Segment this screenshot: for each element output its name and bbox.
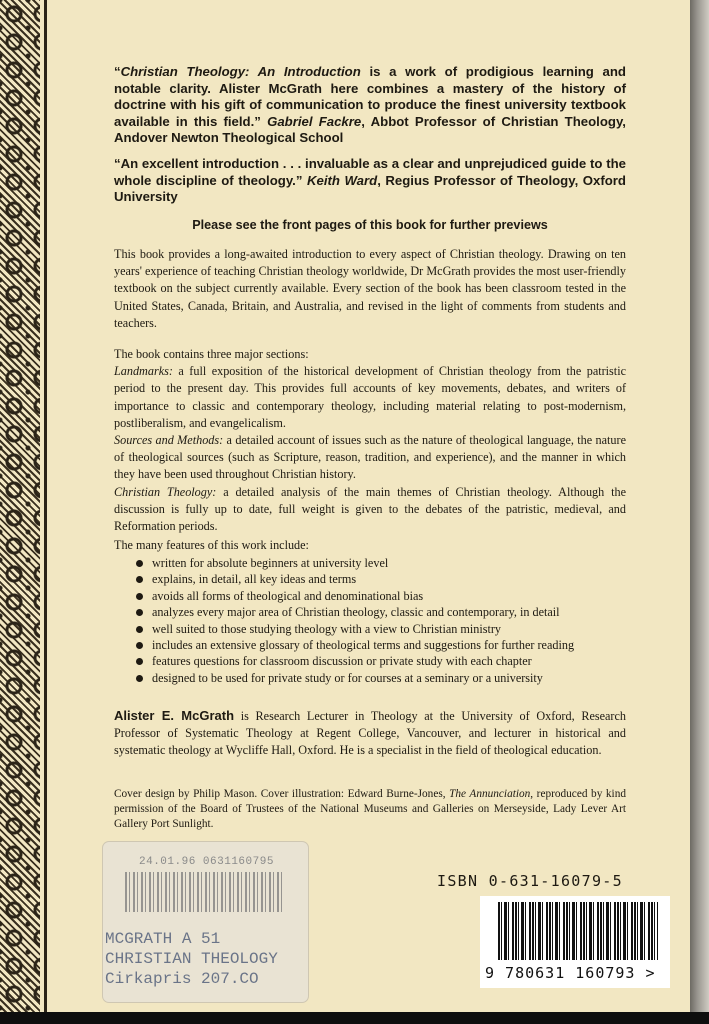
quote-book-title: Christian Theology: An Introduction — [120, 64, 361, 79]
credits-work: The Annunciation — [449, 788, 531, 800]
features-list — [136, 555, 626, 686]
section-sources-text: a detailed account of issues such as the nature of theological language, the nature of theological sources (such as Scripture, reason, tradition, and experience), and the manner in which they have been used throughout Christian history. — [114, 433, 626, 482]
isbn-label: ISBN 0-631-16079-5 — [437, 872, 623, 890]
intro-paragraph: This book provides a long-awaited introduction to every aspect of Christian theology. Drawing on ten years' experience of teaching Christian theology worldwide, Dr McGrath provides the most user-friendly textbook on the subject currently available. Every section of the book has been classroom tested in the United States, Canada, Britain, and Australia, and revised in the light of comments from students and teachers. — [114, 247, 626, 330]
isbn-barcode — [498, 902, 658, 960]
cover-edge — [690, 0, 709, 1024]
features-lead: The many features of this work include: — [114, 538, 309, 552]
sticker-price: Cirkapris 207.CO — [105, 970, 259, 988]
list-item: explains, in detail, all key ideas and terms — [136, 571, 626, 587]
barcode-number: 9 780631 160793 > — [485, 964, 656, 982]
list-item: includes an extensive glossary of theological terms and suggestions for further reading — [136, 637, 626, 653]
preview-note: Please see the front pages of this book for further previews — [192, 218, 548, 232]
sticker-title: CHRISTIAN THEOLOGY — [105, 950, 278, 968]
scan-shadow — [0, 1012, 709, 1024]
author-bio-text: is Research Lecturer in Theology at the University of Oxford, Research Professor of Systematic Theology at Regent College, Vancouver, and lecturer in historical and systematic theology at Wycliffe Hall, Oxford. He is a specialist in the field of theological education. — [114, 709, 626, 758]
credits-text-2: , reproduced by kind permission of the Board of Trustees of the National Museums and Galleries on Merseyside, Lady Lever Art Gallery Port Sunlight. — [114, 788, 626, 831]
ornamental-border — [0, 0, 40, 1012]
sections-lead: The book contains three major sections: — [114, 347, 309, 361]
list-item: designed to be used for private study or for courses at a seminary or a university — [136, 670, 626, 686]
list-item: features questions for classroom discussion or private study with each chapter — [136, 653, 626, 669]
author-name: Alister E. McGrath — [114, 708, 235, 723]
border-rule — [44, 0, 47, 1012]
quote-2-text: “An excellent introduction . . . invaluable as a clear and unprejudiced guide to the whole discipline of theology.” — [114, 156, 626, 188]
credits-text-1: Cover design by Philip Mason. Cover illustration: Edward Burne-Jones, — [114, 788, 450, 800]
section-theology-title: Christian Theology: — [114, 484, 217, 499]
cover-credits — [114, 787, 626, 833]
quote-2-author: Keith Ward — [306, 172, 378, 188]
sections-paragraph — [114, 346, 626, 535]
sticker-barcode — [125, 872, 285, 912]
author-bio — [114, 707, 626, 760]
review-quote-2 — [114, 156, 626, 206]
list-item: well suited to those studying theology with a view to Christian ministry — [136, 621, 626, 637]
list-item: analyzes every major area of Christian theology, classic and contemporary, in detail — [136, 604, 626, 620]
sticker-date: 24.01.96 0631160795 — [139, 856, 274, 868]
quote-2-role: , Regius Professor of Theology, Oxford University — [114, 172, 626, 205]
price-sticker — [103, 842, 308, 1002]
section-landmarks-text: a full exposition of the historical development of Christian theology from the patristic period to the present day. This provides full accounts of key movements, debates, and writers of importance to classic and contemporary theology, including material relating to post-modernism, postliberalism, and evangelicalism. — [114, 364, 626, 430]
sticker-author: MCGRATH A 51 — [105, 930, 221, 948]
section-landmarks-title: Landmarks: — [114, 364, 173, 379]
quote-1-author: Gabriel Fackre — [267, 113, 362, 129]
quote-1-role: , Abbot Professor of Christian Theology, Andover Newton Theological School — [114, 113, 626, 146]
list-item: avoids all forms of theological and denominational bias — [136, 588, 626, 604]
review-quote-1: “Christian Theology: An Introduction is a work of prodigious learning and notable clarity. Alister McGrath here combines a mastery of the history of doctrine with his gift of communication to produce the finest university textbook available in this field.” Gabriel Fackre, Abbot Professor of Christian Theology, Andover Newton Theological School — [114, 64, 626, 146]
list-item: written for absolute beginners at university level — [136, 555, 626, 571]
section-theology-text: a detailed analysis of the main themes of Christian theology. Although the discussion is fully up to date, full weight is given to the debates of the patristic, medieval, and Reformation periods. — [114, 484, 626, 534]
section-sources-title: Sources and Methods: — [114, 433, 224, 448]
quote-1-text: is a work of prodigious learning and notable clarity. Alister McGrath here combines a mastery of the history of doctrine with his gift of communication to produce the finest university textbook available in this field.” — [114, 64, 626, 129]
